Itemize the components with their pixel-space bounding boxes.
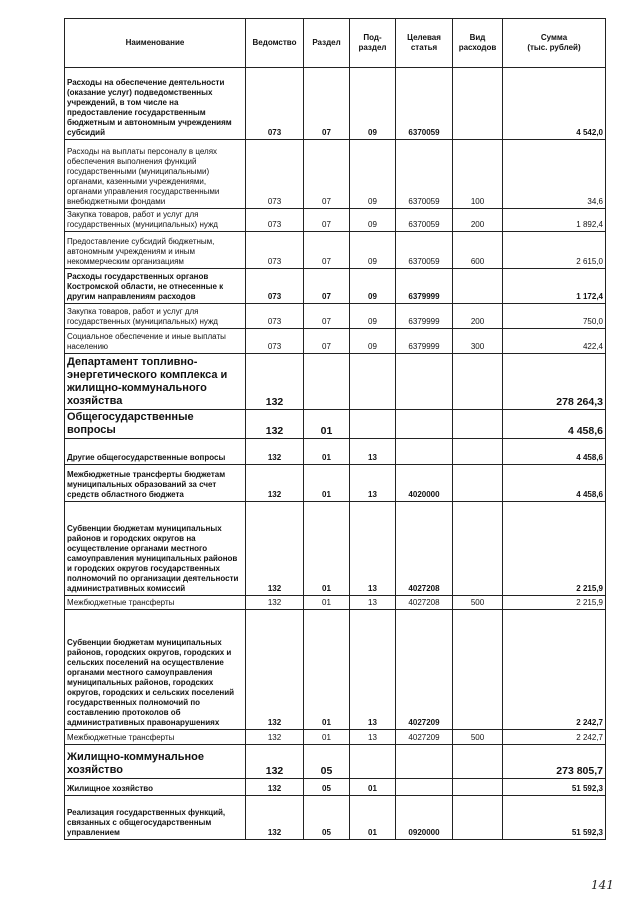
cell-sum: 4 542,0 bbox=[503, 68, 606, 140]
header-section: Раздел bbox=[304, 19, 350, 68]
cell-dept: 073 bbox=[246, 209, 304, 232]
header-dept: Ведомство bbox=[246, 19, 304, 68]
cell-subsection bbox=[350, 745, 396, 779]
cell-section: 01 bbox=[304, 465, 350, 502]
table-row bbox=[65, 745, 606, 779]
cell-sum: 2 615,0 bbox=[503, 232, 606, 269]
cell-target: 4020000 bbox=[396, 465, 453, 502]
cell-name: Межбюджетные трансферты bbox=[65, 730, 246, 745]
cell-dept: 132 bbox=[246, 610, 304, 730]
cell-name: Расходы на выплаты персоналу в целях обеспечения выполнения функций государственными (муниципальными) органами, казенными учреждениями, органами управления государственными внебюджетными фондами bbox=[65, 140, 246, 209]
cell-section: 01 bbox=[304, 410, 350, 439]
cell-target bbox=[396, 439, 453, 465]
cell-subsection: 13 bbox=[350, 502, 396, 596]
cell-dept: 073 bbox=[246, 269, 304, 304]
header-target: Целевая статья bbox=[396, 19, 453, 68]
cell-target bbox=[396, 354, 453, 410]
cell-dept: 132 bbox=[246, 439, 304, 465]
cell-dept: 132 bbox=[246, 410, 304, 439]
cell-expense bbox=[453, 502, 503, 596]
cell-subsection: 13 bbox=[350, 596, 396, 610]
cell-name: Субвенции бюджетам муниципальных районов и городских округов на осуществление органами местного самоуправления муниципальных районов и городских округов государственных полномочий по организации деятельности административных комиссий bbox=[65, 502, 246, 596]
table-row bbox=[65, 410, 606, 439]
cell-name: Реализация государственных функций, связанных с общегосударственным управлением bbox=[65, 796, 246, 840]
cell-section: 01 bbox=[304, 610, 350, 730]
table-row bbox=[65, 439, 606, 465]
cell-subsection: 09 bbox=[350, 329, 396, 354]
cell-name: Межбюджетные трансферты бюджетам муниципальных образований за счет средств областного бюджета bbox=[65, 465, 246, 502]
cell-expense: 200 bbox=[453, 304, 503, 329]
table-row bbox=[65, 140, 606, 209]
cell-target: 6370059 bbox=[396, 209, 453, 232]
cell-name: Социальное обеспечение и иные выплаты населению bbox=[65, 329, 246, 354]
cell-target: 4027208 bbox=[396, 596, 453, 610]
cell-target: 6379999 bbox=[396, 304, 453, 329]
cell-target: 6370059 bbox=[396, 68, 453, 140]
cell-sum: 51 592,3 bbox=[503, 796, 606, 840]
table-row bbox=[65, 232, 606, 269]
budget-table bbox=[64, 18, 606, 840]
cell-target: 4027208 bbox=[396, 502, 453, 596]
cell-expense: 500 bbox=[453, 730, 503, 745]
cell-dept: 132 bbox=[246, 745, 304, 779]
table-row bbox=[65, 329, 606, 354]
cell-section: 05 bbox=[304, 779, 350, 796]
header-subsection: Под- раздел bbox=[350, 19, 396, 68]
cell-expense bbox=[453, 745, 503, 779]
cell-dept: 132 bbox=[246, 354, 304, 410]
table-row bbox=[65, 68, 606, 140]
cell-section: 01 bbox=[304, 730, 350, 745]
cell-subsection: 13 bbox=[350, 610, 396, 730]
cell-expense bbox=[453, 465, 503, 502]
cell-dept: 132 bbox=[246, 796, 304, 840]
cell-name: Предоставление субсидий бюджетным, автономным учреждениям и иным некоммерческим организациям bbox=[65, 232, 246, 269]
cell-section bbox=[304, 354, 350, 410]
cell-section: 01 bbox=[304, 596, 350, 610]
cell-name: Расходы на обеспечение деятельности (оказание услуг) подведомственных учреждений, в том числе на предоставление государственным бюджетным и автономным учреждениям субсидий bbox=[65, 68, 246, 140]
cell-subsection: 09 bbox=[350, 209, 396, 232]
cell-dept: 132 bbox=[246, 502, 304, 596]
cell-name: Закупка товаров, работ и услуг для государственных (муниципальных) нужд bbox=[65, 304, 246, 329]
cell-dept: 073 bbox=[246, 329, 304, 354]
cell-subsection: 13 bbox=[350, 730, 396, 745]
cell-target: 4027209 bbox=[396, 610, 453, 730]
cell-subsection: 09 bbox=[350, 304, 396, 329]
cell-expense bbox=[453, 410, 503, 439]
cell-section: 07 bbox=[304, 269, 350, 304]
cell-expense: 100 bbox=[453, 140, 503, 209]
table-row bbox=[65, 465, 606, 502]
cell-subsection bbox=[350, 354, 396, 410]
table-row bbox=[65, 779, 606, 796]
cell-sum: 4 458,6 bbox=[503, 465, 606, 502]
table-row bbox=[65, 502, 606, 596]
cell-dept: 132 bbox=[246, 730, 304, 745]
cell-section: 07 bbox=[304, 232, 350, 269]
table-row bbox=[65, 209, 606, 232]
cell-section: 07 bbox=[304, 140, 350, 209]
cell-section: 07 bbox=[304, 209, 350, 232]
cell-sum: 2 215,9 bbox=[503, 502, 606, 596]
cell-subsection: 09 bbox=[350, 269, 396, 304]
cell-expense bbox=[453, 796, 503, 840]
cell-expense bbox=[453, 354, 503, 410]
cell-expense bbox=[453, 68, 503, 140]
cell-sum: 750,0 bbox=[503, 304, 606, 329]
cell-sum: 1 892,4 bbox=[503, 209, 606, 232]
cell-name: Общегосударственные вопросы bbox=[65, 410, 246, 439]
table-row bbox=[65, 304, 606, 329]
cell-expense: 600 bbox=[453, 232, 503, 269]
cell-section: 07 bbox=[304, 68, 350, 140]
cell-subsection: 09 bbox=[350, 232, 396, 269]
cell-expense bbox=[453, 610, 503, 730]
cell-target: 4027209 bbox=[396, 730, 453, 745]
cell-subsection: 13 bbox=[350, 465, 396, 502]
cell-section: 01 bbox=[304, 439, 350, 465]
cell-sum: 278 264,3 bbox=[503, 354, 606, 410]
cell-subsection: 01 bbox=[350, 779, 396, 796]
cell-name: Закупка товаров, работ и услуг для государственных (муниципальных) нужд bbox=[65, 209, 246, 232]
page-mark: 141 bbox=[591, 878, 614, 892]
cell-sum: 34,6 bbox=[503, 140, 606, 209]
cell-sum: 2 242,7 bbox=[503, 610, 606, 730]
table-row bbox=[65, 730, 606, 745]
cell-sum: 4 458,6 bbox=[503, 439, 606, 465]
cell-section: 05 bbox=[304, 745, 350, 779]
cell-expense: 300 bbox=[453, 329, 503, 354]
cell-sum: 422,4 bbox=[503, 329, 606, 354]
cell-target bbox=[396, 410, 453, 439]
cell-target bbox=[396, 745, 453, 779]
cell-target: 6379999 bbox=[396, 329, 453, 354]
cell-name: Расходы государственных органов Костромской области, не отнесенные к другим направлениям расходов bbox=[65, 269, 246, 304]
cell-dept: 073 bbox=[246, 232, 304, 269]
cell-sum: 273 805,7 bbox=[503, 745, 606, 779]
header-sum: Сумма (тыс. рублей) bbox=[503, 19, 606, 68]
cell-expense: 500 bbox=[453, 596, 503, 610]
table-row bbox=[65, 354, 606, 410]
cell-target: 6379999 bbox=[396, 269, 453, 304]
header-name: Наименование bbox=[65, 19, 246, 68]
cell-dept: 073 bbox=[246, 140, 304, 209]
cell-dept: 073 bbox=[246, 68, 304, 140]
cell-section: 01 bbox=[304, 502, 350, 596]
cell-subsection bbox=[350, 410, 396, 439]
table-body bbox=[65, 68, 606, 840]
cell-name: Другие общегосударственные вопросы bbox=[65, 439, 246, 465]
cell-sum: 2 215,9 bbox=[503, 596, 606, 610]
cell-section: 07 bbox=[304, 329, 350, 354]
cell-dept: 073 bbox=[246, 304, 304, 329]
cell-expense: 200 bbox=[453, 209, 503, 232]
cell-sum: 4 458,6 bbox=[503, 410, 606, 439]
cell-expense bbox=[453, 779, 503, 796]
table-header-row bbox=[65, 19, 606, 68]
cell-subsection: 09 bbox=[350, 140, 396, 209]
cell-expense bbox=[453, 269, 503, 304]
cell-sum: 51 592,3 bbox=[503, 779, 606, 796]
table-row bbox=[65, 269, 606, 304]
cell-dept: 132 bbox=[246, 465, 304, 502]
table-row bbox=[65, 796, 606, 840]
cell-name: Субвенции бюджетам муниципальных районов, городских округов, городских и сельских поселений на осуществление органами местного самоуправления муниципальных районов, городских округов, городских и сельских поселений государственных полномочий по составлению протоколов об административных правонарушениях bbox=[65, 610, 246, 730]
cell-sum: 2 242,7 bbox=[503, 730, 606, 745]
cell-section: 07 bbox=[304, 304, 350, 329]
cell-sum: 1 172,4 bbox=[503, 269, 606, 304]
table-row bbox=[65, 596, 606, 610]
cell-section: 05 bbox=[304, 796, 350, 840]
cell-subsection: 09 bbox=[350, 68, 396, 140]
cell-name: Департамент топливно-энергетического комплекса и жилищно-коммунального хозяйства bbox=[65, 354, 246, 410]
cell-subsection: 13 bbox=[350, 439, 396, 465]
table-row bbox=[65, 610, 606, 730]
cell-target: 6370059 bbox=[396, 140, 453, 209]
cell-dept: 132 bbox=[246, 596, 304, 610]
cell-target bbox=[396, 779, 453, 796]
cell-name: Жилищное хозяйство bbox=[65, 779, 246, 796]
cell-target: 0920000 bbox=[396, 796, 453, 840]
cell-target: 6370059 bbox=[396, 232, 453, 269]
header-expense: Вид расходов bbox=[453, 19, 503, 68]
cell-name: Межбюджетные трансферты bbox=[65, 596, 246, 610]
cell-name: Жилищно-коммунальное хозяйство bbox=[65, 745, 246, 779]
cell-subsection: 01 bbox=[350, 796, 396, 840]
cell-dept: 132 bbox=[246, 779, 304, 796]
cell-expense bbox=[453, 439, 503, 465]
